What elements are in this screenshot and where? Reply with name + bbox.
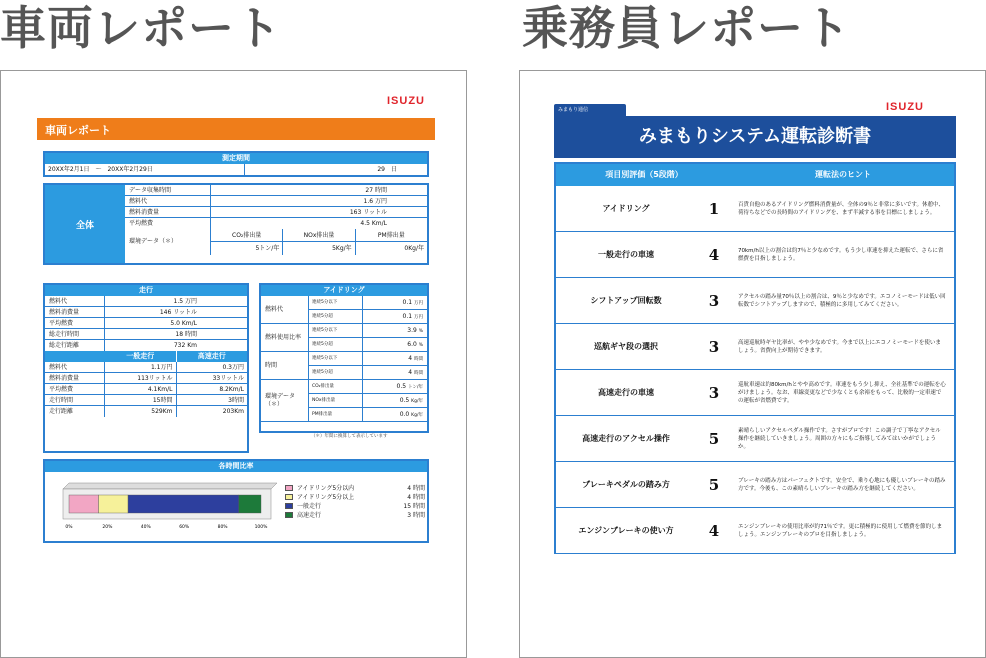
overall-row-value [211, 185, 427, 195]
running-row-value [105, 340, 247, 351]
running-value: 1.5 [173, 298, 184, 305]
vehicle-report-title: 車両レポート [37, 118, 435, 140]
running-sub-label: 走行距離 [45, 406, 105, 417]
running-sub-general: 529Km [105, 406, 177, 417]
running-row [45, 340, 247, 351]
period-section [43, 151, 429, 177]
chart-tick-label: 0% [65, 525, 73, 530]
time-ratio-section [43, 459, 429, 543]
overall-row-value [211, 218, 427, 229]
running-unit: リットル [173, 309, 197, 316]
running-sub-header: 高速走行 [197, 352, 226, 360]
diagnosis-score: 3 [708, 291, 720, 310]
idling-sub: 連続5分超 [309, 338, 363, 352]
env-header: CO₂排出量 [211, 229, 283, 241]
running-row-label: 燃料消費量 [45, 307, 105, 317]
vehicle-report-heading: 車両レポート [0, 1, 282, 55]
env-value: 5トン/年 [211, 242, 283, 255]
overall-value: 4.5 [360, 220, 370, 227]
legend-label: アイドリング5分以内 [297, 485, 355, 492]
idling-row [309, 324, 427, 338]
idling-value [363, 310, 427, 324]
legend-swatch [285, 512, 293, 518]
diagnosis-row [556, 370, 954, 416]
legend-unit: 時間 [412, 485, 425, 492]
running-sub-row [45, 362, 247, 373]
env-value: 5Kg/年 [283, 242, 355, 255]
overall-row-label: 燃料代 [125, 196, 211, 206]
idling-unit: Kg/年 [411, 399, 423, 404]
overall-row [125, 196, 427, 207]
chart-bar-segment [239, 495, 261, 513]
legend-unit: 時間 [412, 512, 425, 519]
running-unit: 万円 [184, 298, 197, 305]
idling-value [363, 366, 427, 380]
legend-item [285, 492, 425, 501]
idling-row [309, 380, 427, 394]
diagnosis-score: 5 [708, 429, 720, 448]
idling-num: 6.0 [407, 341, 417, 348]
idling-group-rows [309, 324, 427, 351]
diagnosis-hint: エンジンブレーキの使用比率が約71％です。更に積極的に使用して燃費を節約しましょう。エンジンブレーキのプロを目指しましょう。 [738, 523, 943, 538]
env-label: 環境データ（＊） [125, 229, 211, 255]
vehicle-report-page [0, 70, 467, 658]
chart-tick-label: 40% [140, 525, 151, 530]
chart-bar-segment [99, 495, 129, 513]
overall-value: 163 [349, 209, 362, 216]
diagnosis-score: 4 [708, 521, 720, 540]
running-row [45, 296, 247, 307]
running-row [45, 329, 247, 340]
overall-value: 1.6 [363, 198, 374, 205]
running-sub-label: 走行時間 [45, 395, 105, 405]
running-section [43, 283, 249, 453]
overall-row-value [211, 207, 427, 217]
legend-num: 4 [407, 494, 412, 501]
diagnosis-hint: 巡航車速は約80km/hとやや高めです。車速をもう少し抑え、全社基準での運転を心がけましょう。なお、車線変更などで少なくとも余裕をもって、比較的一定車速での運転が省燃費です。 [738, 381, 946, 404]
diagnosis-item: 巡航ギヤ段の選択 [594, 342, 658, 351]
period-range: 20XX年2月1日 ～ 20XX年2月29日 [45, 164, 245, 175]
legend-unit: 時間 [412, 503, 425, 510]
overall-label: 全体 [45, 185, 125, 263]
legend-value [381, 483, 425, 492]
running-value: 732 [173, 342, 186, 349]
period-days: 29 日 [377, 166, 397, 173]
idling-group-rows [309, 352, 427, 379]
running-unit: Km [187, 342, 197, 349]
idling-value [363, 380, 427, 393]
chart-tick-label: 80% [217, 525, 228, 530]
legend-label: 一般走行 [297, 503, 322, 510]
idling-num: 0.1 [402, 299, 413, 306]
chart-bar-segment [69, 495, 99, 513]
diagnosis-item: 高速走行のアクセル操作 [582, 434, 670, 443]
idling-group-label: 燃料代 [261, 296, 309, 323]
running-row-value [105, 329, 247, 339]
idling-num: 4 [408, 369, 413, 376]
idling-num: 3.9 [407, 327, 417, 334]
idling-note: （＊）年間に換算して表示しています [311, 434, 388, 439]
running-sub-header: 一般走行 [105, 351, 177, 362]
diagnosis-hint: ブレーキの踏み方はパーフェクトです。安全で、乗り心地にも優しいブレーキの踏み方です。今後も、この素晴らしいブレーキの踏み方を継続してください。 [738, 477, 946, 492]
idling-sub: CO₂排出量 [309, 380, 363, 393]
idling-unit: 万円 [414, 315, 423, 320]
running-sub-row [45, 406, 247, 417]
running-value: 146 [159, 309, 172, 316]
legend-unit: 時間 [412, 494, 425, 501]
running-row [45, 318, 247, 329]
diagnosis-item: エンジンブレーキの使い方 [578, 526, 674, 535]
chart-frame-top [63, 483, 277, 489]
running-sub-highway: 0.3万円 [222, 364, 244, 371]
crew-report-page [519, 70, 986, 658]
idling-row [309, 296, 427, 310]
idling-group-label: 環境データ（＊） [261, 380, 309, 421]
overall-row-label: データ収集時間 [125, 185, 211, 195]
running-row [45, 307, 247, 318]
env-value: 0Kg/年 [404, 245, 424, 252]
crew-report-title: みまもりシステム運転診断書 [554, 116, 956, 158]
legend-item [285, 501, 425, 510]
header-evaluation: 項目別評価（5段階） [605, 170, 683, 179]
diagnosis-score: 1 [708, 199, 720, 218]
legend-num: 15 [403, 503, 412, 510]
diagnosis-score: 3 [708, 383, 720, 402]
idling-sub: 連続5分以下 [309, 324, 363, 337]
diagnosis-item: ブレーキペダルの踏み方 [582, 480, 670, 489]
overall-row [125, 207, 427, 218]
diagnosis-row [556, 324, 954, 370]
idling-sub: 連続5分超 [309, 310, 363, 324]
diagnosis-row [556, 278, 954, 324]
overall-value: 27 [365, 187, 374, 194]
idling-unit: % [418, 343, 423, 348]
idling-unit: トン/年 [407, 385, 423, 390]
overall-row [125, 218, 427, 229]
overall-row-value [211, 196, 427, 206]
diagnosis-item: アイドリング [602, 204, 650, 213]
running-row-value [105, 307, 247, 317]
diagnosis-row [556, 508, 954, 554]
idling-sub: 連続5分超 [309, 366, 363, 380]
diagnosis-row [556, 462, 954, 508]
running-sub-row [45, 384, 247, 395]
idling-sub: NOx排出量 [309, 394, 363, 407]
running-sub-row [45, 373, 247, 384]
idling-group [261, 380, 427, 422]
running-sub-general: 4.1Km/L [105, 384, 177, 394]
running-unit: 時間 [184, 331, 197, 338]
running-sub-row [45, 395, 247, 406]
running-sub-general: 15時間 [105, 395, 177, 405]
overall-row [125, 185, 427, 196]
chart-bar-segment [128, 495, 239, 513]
idling-row [309, 352, 427, 366]
running-sub-highway: 33リットル [212, 375, 244, 382]
running-sub-highway: 8.2Km/L [219, 386, 244, 393]
diagnosis-hint: 素晴らしいアクセルペダル操作です。さすがプロです！この調子で丁寧なアクセル操作を継続していきましょう。周囲の方々にもご指導してみてはいかがでしょうか。 [738, 427, 941, 450]
idling-value [363, 408, 427, 422]
legend-label: アイドリング5分以上 [297, 494, 355, 501]
idling-group [261, 352, 427, 380]
diagnosis-item: 高速走行の車速 [598, 388, 654, 397]
overall-unit: リットル [363, 209, 387, 216]
idling-row [309, 394, 427, 408]
diagnosis-row [556, 186, 954, 232]
crew-report-heading: 乗務員レポート [522, 1, 851, 55]
running-sub-label: 平均燃費 [45, 384, 105, 394]
running-value: 5.0 [170, 320, 180, 327]
running-sub-label: 燃料消費量 [45, 373, 105, 383]
overall-unit: 万円 [374, 198, 387, 205]
idling-unit: Kg/年 [411, 413, 423, 418]
diagnosis-score: 4 [708, 245, 720, 264]
chart-tick-label: 60% [179, 525, 190, 530]
overall-unit: 時間 [374, 187, 387, 194]
idling-value [363, 338, 427, 352]
idling-row [309, 366, 427, 380]
legend-swatch [285, 485, 293, 491]
time-ratio-legend [285, 483, 425, 519]
legend-value [381, 492, 425, 501]
diagnosis-hint: 百貨自他のあるアイドリング燃料消費量が、全体の9％と非常に多いです。休憩中、荷待ちなどでの長時間のアイドリングを、まず半減する事を目標にしましょう。 [738, 201, 944, 216]
running-row-value [105, 318, 247, 328]
chart-tick-label: 100% [254, 525, 268, 530]
idling-group-rows [309, 296, 427, 323]
idling-sub: 連続5分以下 [309, 296, 363, 309]
legend-label: 高速走行 [297, 512, 322, 519]
period-header: 測定期間 [45, 153, 427, 164]
idling-unit: 時間 [414, 357, 423, 362]
diagnosis-row [556, 232, 954, 278]
overall-unit: Km/L [371, 220, 387, 227]
chart-tick-label: 20% [102, 525, 113, 530]
running-header: 走行 [45, 285, 247, 296]
diagnosis-hint: 高速巡航時ギヤ比率が、やや少なめです。今まで以上にエコノミーモードを使いましょう。省費向上が期待できます。 [738, 339, 941, 354]
idling-section [259, 283, 429, 433]
legend-value [381, 501, 425, 510]
idling-row [309, 408, 427, 422]
running-row-label: 総走行時間 [45, 329, 105, 339]
idling-num: 4 [408, 355, 413, 362]
isuzu-logo: ISUZU [387, 95, 425, 107]
overall-section [43, 183, 429, 265]
legend-swatch [285, 503, 293, 509]
running-row-label: 平均燃費 [45, 318, 105, 328]
diagnosis-row [556, 416, 954, 462]
env-header: PM排出量 [377, 232, 405, 239]
legend-item [285, 483, 425, 492]
idling-num: 0.0 [399, 411, 410, 418]
idling-row [309, 338, 427, 352]
overall-row-label: 燃料消費量 [125, 207, 211, 217]
time-ratio-chart [59, 481, 279, 531]
running-row-label: 総走行距離 [45, 340, 105, 351]
running-sub-highway: 3時間 [228, 397, 244, 404]
running-row-label: 燃料代 [45, 296, 105, 306]
legend-num: 3 [407, 512, 412, 519]
idling-row [309, 310, 427, 324]
running-sub-label: 燃料代 [45, 362, 105, 372]
idling-group [261, 324, 427, 352]
legend-swatch [285, 494, 293, 500]
diagnosis-hint: アクセルの踏み量70％以上の割合は、9％と少なめです。エコノミーモードは低い回転数でシフトアップしますので、積極的に多用してみてください。 [738, 293, 946, 308]
diagnosis-score: 3 [708, 337, 720, 356]
diagnosis-hint: 70km/h以上の割合は約7％と少なめです。もう少し車速を抑えた運転で、さらに省燃費を目指しましょう。 [738, 247, 944, 262]
isuzu-logo: ISUZU [886, 101, 924, 113]
env-header: NOx排出量 [283, 229, 355, 241]
legend-item [285, 510, 425, 519]
idling-unit: 万円 [414, 301, 423, 306]
diagnosis-score: 5 [708, 475, 720, 494]
idling-value [363, 296, 427, 309]
running-sub-general: 1.1万円 [105, 362, 177, 372]
diagnosis-item: 一般走行の車速 [598, 250, 654, 259]
idling-group-rows [309, 380, 427, 421]
idling-unit: 時間 [414, 371, 423, 376]
idling-sub: 連続5分以下 [309, 352, 363, 365]
idling-sub: PM排出量 [309, 408, 363, 422]
idling-value [363, 324, 427, 337]
time-ratio-header: 各時間比率 [45, 461, 427, 472]
diagnosis-item: シフトアップ回転数 [590, 296, 662, 305]
legend-num: 4 [407, 485, 412, 492]
idling-num: 0.1 [402, 313, 413, 320]
idling-group-label: 時間 [261, 352, 309, 379]
idling-group [261, 296, 427, 324]
crew-report-tab: みまもり通信 [554, 104, 626, 116]
diagnosis-table-header [556, 164, 954, 186]
legend-value [381, 510, 425, 519]
diagnosis-table [554, 162, 956, 554]
idling-group-label: 燃料使用比率 [261, 324, 309, 351]
idling-num: 0.5 [399, 397, 410, 404]
running-row-value [105, 296, 247, 306]
running-value: 18 [175, 331, 184, 338]
running-unit: Km/L [181, 320, 197, 327]
header-hints: 運転法のヒント [815, 170, 871, 179]
idling-header: アイドリング [261, 285, 427, 296]
running-sub-highway: 203Km [222, 408, 244, 415]
idling-unit: % [418, 329, 423, 334]
overall-row-label: 平均燃費 [125, 218, 211, 229]
idling-num: 0.5 [396, 383, 407, 390]
running-sub-general: 113リットル [105, 373, 177, 383]
idling-value [363, 394, 427, 407]
idling-value [363, 352, 427, 365]
